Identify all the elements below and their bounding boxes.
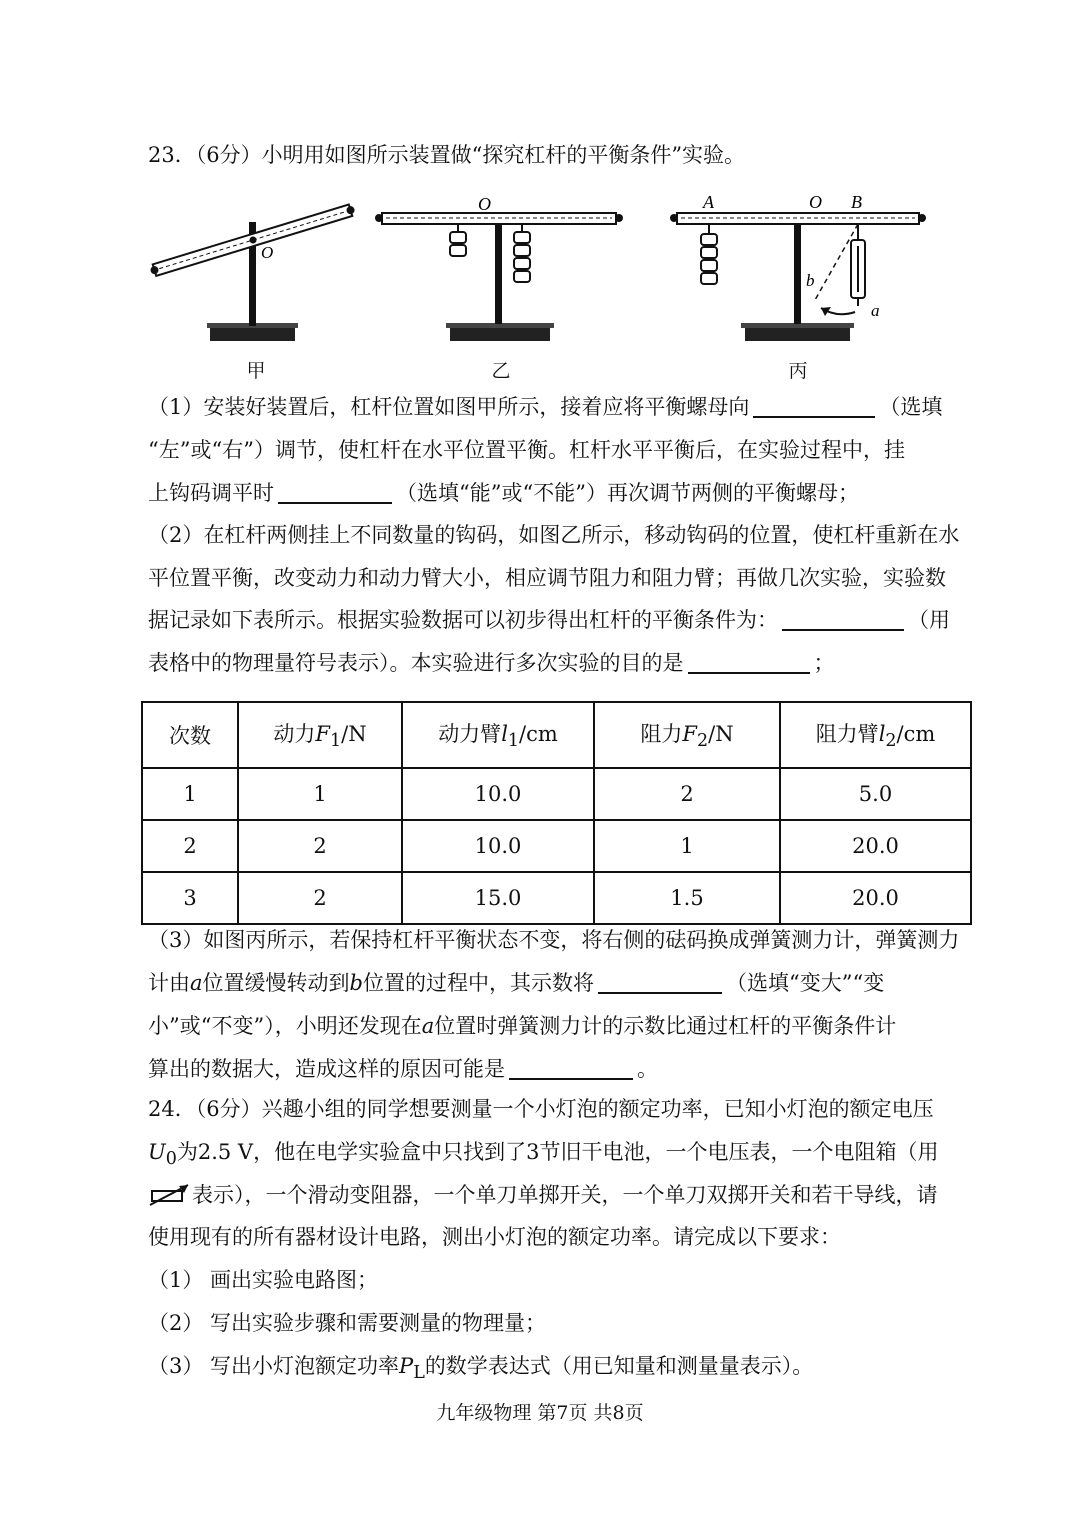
weight-right-3: [514, 258, 530, 269]
q24-req1: （1） 画出实验电路图；: [148, 1268, 379, 1292]
table-row: [142, 872, 971, 924]
cell: 1.5: [594, 872, 780, 924]
base-jia: [210, 327, 295, 341]
label-pos-a: a: [871, 301, 880, 320]
weight-right-4: [514, 271, 530, 282]
cell: 2: [142, 820, 238, 872]
q23-p3-line4: 算出的数据大，造成这样的原因可能是 。: [148, 1057, 658, 1081]
data-table: [141, 701, 972, 925]
label-o-jia: O: [261, 243, 274, 262]
header-count: 次数: [142, 702, 238, 768]
cell: 2: [238, 820, 402, 872]
weight-left-1: [450, 232, 466, 243]
header-arm1: 动力臂$l_1/cm$: [402, 702, 594, 768]
cell: 2: [238, 872, 402, 924]
cell: 20.0: [780, 820, 971, 872]
q23-p2-line4: 表格中的物理量符号表示）。本实验进行多次实验的目的是 ；: [148, 651, 835, 675]
page-footer: 九年级物理 第7页 共8页: [436, 1402, 644, 1424]
base-yi: [450, 327, 550, 341]
q23-p3-line2: 计由a位置缓慢转动到b位置的过程中，其示数将 （选填“变大”“变: [148, 971, 885, 995]
cell: 1: [238, 768, 402, 820]
q24-line2: $U_0$为2.5 V，他在电学实验盒中只找到了3节旧干电池，一个电压表，一个电阻箱（用: [148, 1140, 939, 1170]
weight-right-2: [514, 245, 530, 256]
table-header-row: [142, 702, 971, 768]
label-o-bing: O: [809, 192, 822, 212]
weight-bing-1: [701, 234, 717, 245]
lever-bing: [677, 213, 919, 224]
q23-title: 23．（6分）小明用如图所示装置做“探究杠杆的平衡条件”实验。: [148, 143, 746, 167]
figure-yi: [370, 190, 630, 355]
q23-p3-line1: （3）如图丙所示，若保持杠杆平衡状态不变，将右侧的砝码换成弹簧测力计，弹簧测力: [148, 928, 960, 952]
figure-yi-caption: 乙: [491, 360, 511, 382]
q23-p3-line3: 小”或“不变”），小明还发现在a位置时弹簧测力计的示数比通过杠杆的平衡条件计: [148, 1014, 897, 1038]
cell: 5.0: [780, 768, 971, 820]
table-row: [142, 820, 971, 872]
weight-right-1: [514, 232, 530, 243]
weight-bing-3: [701, 260, 717, 271]
cell: 3: [142, 872, 238, 924]
cell: 10.0: [402, 768, 594, 820]
base-bing: [745, 327, 850, 341]
cell: 1: [594, 820, 780, 872]
q24-line1: 24．（6分）兴趣小组的同学想要测量一个小灯泡的额定功率，已知小灯泡的额定电压: [148, 1097, 934, 1121]
q23-p2-line1: （2）在杠杆两侧挂上不同数量的钩码，如图乙所示，移动钩码的位置，使杠杆重新在水: [148, 523, 960, 547]
table-row: [142, 768, 971, 820]
figure-bing-caption: 丙: [788, 360, 808, 382]
q24-line3: 表示），一个滑动变阻器，一个单刀单掷开关，一个单刀双掷开关和若干导线，请: [148, 1180, 938, 1210]
answer-blank-1[interactable]: [753, 394, 875, 418]
q23-p2-line3: 据记录如下表所示。根据实验数据可以初步得出杠杆的平衡条件为： （用: [148, 608, 950, 632]
weight-left-2: [450, 245, 466, 256]
answer-blank-4[interactable]: [688, 650, 810, 674]
q23-p1-line3: 上钩码调平时 （选填“能”或“不能”）再次调节两侧的平衡螺母；: [148, 481, 859, 505]
stand-bing: [794, 216, 801, 324]
header-force1: 动力$F_1/N$: [238, 702, 402, 768]
q24-req2: （2） 写出实验步骤和需要测量的物理量；: [148, 1311, 547, 1335]
label-o-yi: O: [478, 194, 491, 214]
cell: 20.0: [780, 872, 971, 924]
label-a-bing: A: [703, 192, 714, 212]
resistance-box-symbol: [148, 1181, 192, 1207]
q23-p1-line2: “左”或“右”）调节，使杠杆在水平位置平衡。杠杆水平平衡后，在实验过程中，挂: [148, 438, 905, 462]
cell: 15.0: [402, 872, 594, 924]
weight-bing-2: [701, 247, 717, 258]
figure-jia: [145, 190, 355, 355]
answer-blank-5[interactable]: [598, 970, 722, 994]
cell: 1: [142, 768, 238, 820]
header-arm2: 阻力臂$l_2/cm$: [780, 702, 971, 768]
answer-blank-2[interactable]: [278, 480, 392, 504]
header-force2: 阻力$F_2/N$: [594, 702, 780, 768]
answer-blank-3[interactable]: [782, 607, 904, 631]
label-pos-b: b: [806, 271, 815, 290]
figure-bing: [665, 190, 930, 355]
answer-blank-6[interactable]: [509, 1056, 633, 1080]
cell: 2: [594, 768, 780, 820]
q23-p1-line1: （1）安装好装置后，杠杆位置如图甲所示，接着应将平衡螺母向 （选填: [148, 395, 943, 419]
q24-line4: 使用现有的所有器材设计电路，测出小灯泡的额定功率。请完成以下要求：: [148, 1225, 841, 1249]
figure-jia-caption: 甲: [246, 360, 266, 382]
q23-p2-line2: 平位置平衡，改变动力和动力臂大小，相应调节阻力和阻力臂；再做几次实验，实验数: [148, 566, 946, 590]
q24-req3: （3） 写出小灯泡额定功率$P_L$的数学表达式（用已知量和测量量表示）。: [148, 1354, 814, 1384]
label-b-bing: B: [851, 192, 862, 212]
cell: 10.0: [402, 820, 594, 872]
stand-yi: [495, 216, 502, 324]
